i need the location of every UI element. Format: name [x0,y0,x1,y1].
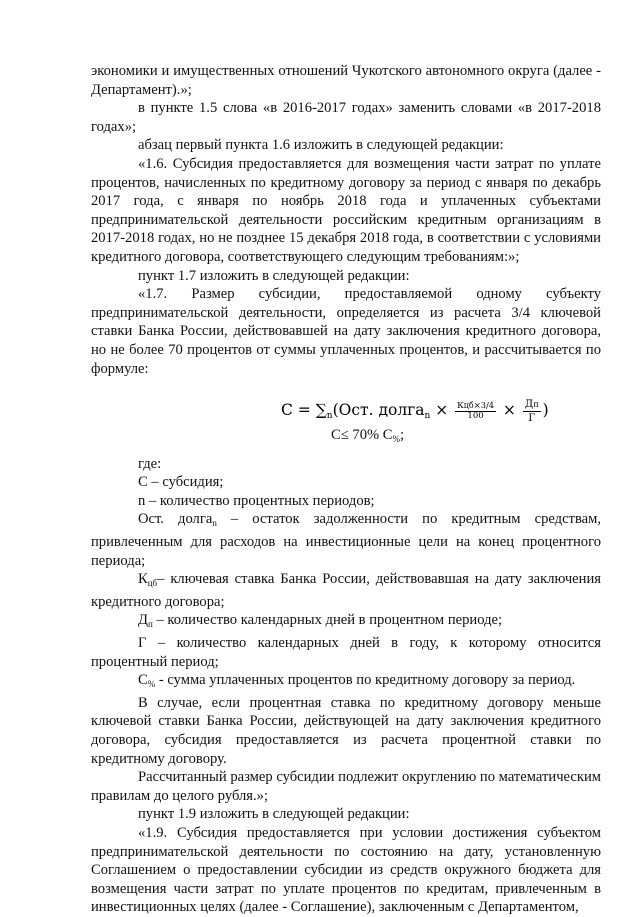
paragraph-item-1-6-intro: абзац первый пункта 1.6 изложить в следующей редакции: [138,137,504,154]
definition-c: С – субсидия; [138,474,224,491]
definition-c-percent: $С_{\%}$ - сумма уплаченных процентов по кредитному договору за период. [138,672,576,690]
definition-d-p: $Д_п$ – количество календарных дней в процентном периоде; [138,612,503,630]
paragraph-item-1-7-intro: пункт 1.7 изложить в следующей редакции: [138,267,410,284]
fraction-key-rate: $\frac{\text{Кцб×3/4}}{100}$ [457,401,494,422]
definition-ost-dolga: Ост. долга$_n$ – остаток задолженности по кредитным средствам, привлеченным для расходов на инвестиционные цели на конец процентного периода; [91,511,601,569]
fraction-days: $\frac{Дп}{Г}$ [524,398,539,425]
paragraph-rounding: Рассчитанный размер субсидии подлежит округлению по математическим правилам до целого рубля.»; [91,769,601,804]
formula-expression: $С = \sum_n(Ост$. долга$_n$ × $\frac{\text{Кцб×3/4}}{100}$ × $\frac{Дп}{Г}$ ) [281,398,549,425]
paragraph-item-1-9-intro: пункт 1.9 изложить в следующей редакции: [138,806,410,823]
paragraph-lower-rate: В случае, если процентная ставка по кредитному договору меньше ключевой ставки Банка России, действующей на дату заключения кредитного договора, субсидия предоставляется из расчета процентной ставки по кредитному договору. [91,694,601,767]
paragraph-item-1-5: в пункте 1.5 слова «в 2016-2017 годах» заменить словами «в 2017-2018 годах»; [91,100,601,135]
definition-g: Г – количество календарных дней в году, к которому относится процентный период; [91,635,601,670]
subsidy-formula [91,392,601,426]
paragraph-item-1-7: «1.7. Размер субсидии, предоставляемой одному субъекту предпринимательской деятельности, определяется из расчета 3/4 ключевой ставки Банка России, действовавшей на дату заключения кредитного договора, но не более 70 процентов от суммы уплаченных процентов, и рассчитывается по формуле: [91,286,601,377]
document-page [91,62,601,917]
paragraph-item-1-9: «1.9. Субсидия предоставляется при условии достижения субъектом предпринимательской деятельности по состоянию на дату, установленную Соглашением о предоставлении субсидии из средств окружного бюджета для возмещения части затрат по уплате процентов по кредитам, привлеченным в инвестиционных целях (далее - Соглашение), заключенным с Департаментом, [91,824,601,916]
paragraph-department: экономики и имущественных отношений Чукотского автономного округа (далее - Департамент).»; [91,63,601,98]
definition-k-cb: $К_{цб}-$ ключевая ставка Банка России, действовавшая на дату заключения кредитного договора; [91,571,601,610]
definition-n: n – количество процентных периодов; [138,492,375,509]
paragraph-item-1-6: «1.6. Субсидия предоставляется для возмещения части затрат по уплате процентов, начисленных по кредитному договору за период с января по декабрь 2017 года, с января по ноябрь 2018 года и уплаченных субъектами предпринимательской деятельности российским кредитным организациям в 2017-2018 годах, но не позднее 15 декабря 2018 года, в соответствии с условиями кредитного договора, соответствующего следующим требованиям:»; [91,155,601,265]
definitions-intro: где: [138,455,162,472]
formula-condition: С≤ 70% $С_{\%}$; [331,427,405,445]
